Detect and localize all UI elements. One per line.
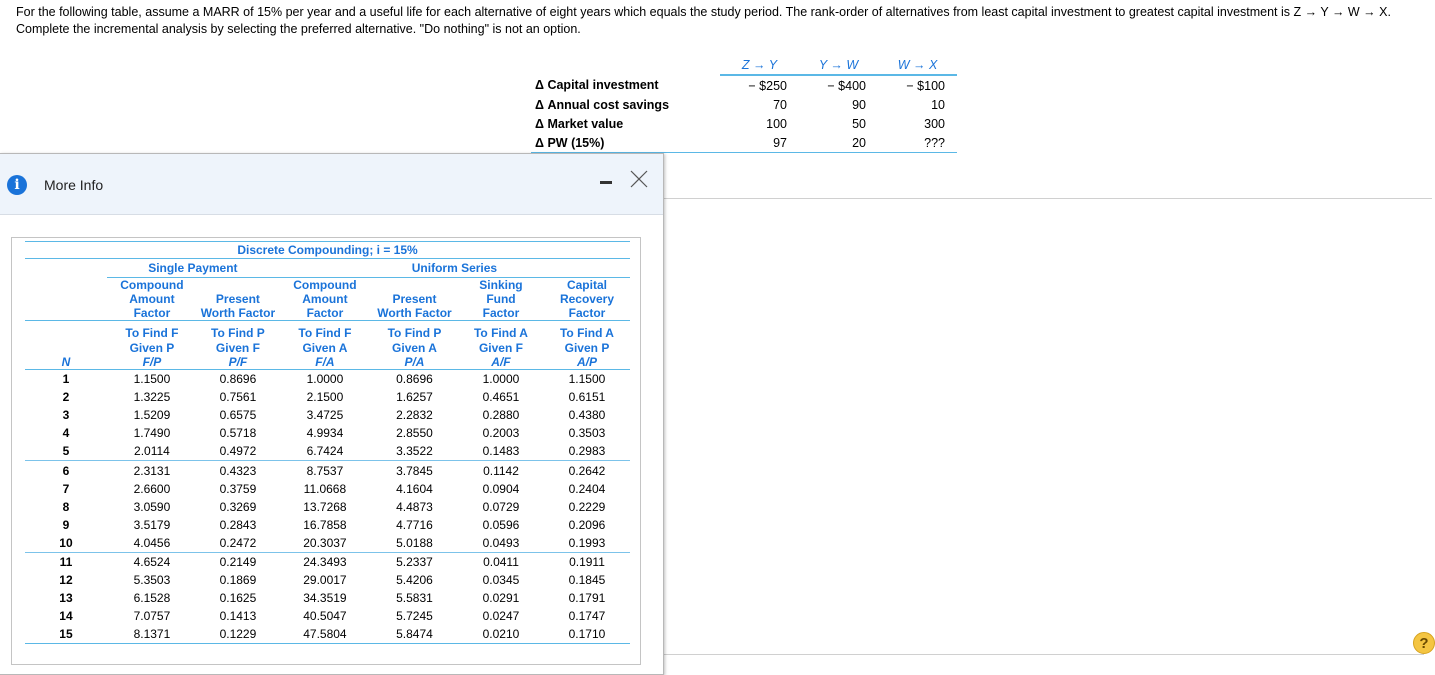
- factor-value: 40.5047: [303, 609, 347, 624]
- col-n-header: N: [25, 355, 107, 370]
- factor-value: 20.3037: [303, 535, 347, 550]
- factor-value: 8.1371: [107, 625, 197, 644]
- row-n: 8: [62, 499, 70, 514]
- factor-value: 0.2003: [482, 426, 520, 441]
- factor-value: 0.4323: [197, 461, 279, 480]
- row-n: 15: [25, 625, 107, 644]
- row-n: 7: [62, 481, 70, 496]
- factor-value: 0.0345: [482, 573, 520, 588]
- table-row: [25, 370, 630, 389]
- factor-value: 3.5179: [133, 517, 171, 532]
- factor-value: 3.3522: [396, 444, 433, 459]
- factor-value: 7.0757: [133, 609, 171, 624]
- table-row: [25, 625, 630, 644]
- factor-value: 2.0114: [134, 444, 170, 459]
- factor-value: 0.1142: [458, 461, 544, 480]
- factor-value: 0.2642: [544, 461, 630, 480]
- factor-value: 5.3503: [133, 573, 171, 588]
- factor-value: 5.0188: [396, 535, 433, 550]
- factor-value: 0.4972: [219, 444, 257, 459]
- factor-value: 34.3519: [303, 591, 347, 606]
- factor-value: 0.0411: [458, 552, 544, 571]
- factor-value: 2.8550: [396, 426, 433, 441]
- factor-value: 1.1500: [568, 372, 606, 387]
- factor-value: 47.5804: [279, 625, 371, 644]
- factor-value: 13.7268: [303, 499, 347, 514]
- factor-value: 0.1413: [219, 609, 257, 624]
- factor-value: 0.2880: [482, 408, 520, 423]
- factor-value: 0.2229: [568, 499, 606, 514]
- factor-value: 0.0291: [482, 591, 520, 606]
- factor-value: 0.0596: [482, 517, 520, 532]
- factor-value: 0.1911: [544, 552, 630, 571]
- factor-value: 0.0210: [458, 625, 544, 644]
- factor-value: 11.0668: [303, 481, 347, 496]
- minimize-button[interactable]: [600, 181, 612, 184]
- factor-value: 0.2404: [568, 481, 606, 496]
- dialog-title: More Info: [44, 177, 104, 193]
- factor-value: 1.6257: [396, 390, 433, 405]
- row-n: 13: [59, 591, 73, 606]
- factor-value: 2.6600: [133, 481, 171, 496]
- row-n: 6: [25, 461, 107, 480]
- factor-value: 0.0493: [482, 535, 520, 550]
- dialog-header: [0, 154, 663, 215]
- table-row: [25, 480, 630, 498]
- factor-value: 1.5209: [133, 408, 171, 423]
- factor-value: 0.7561: [219, 390, 257, 405]
- factor-rows: [25, 370, 630, 644]
- close-button[interactable]: [628, 168, 650, 190]
- factor-value: 0.0904: [482, 481, 520, 496]
- table-row: [25, 516, 630, 534]
- table-row: [25, 498, 630, 516]
- factor-value: 24.3493: [279, 552, 371, 571]
- inc-row-savings: Δ Annual cost savings 70 90 10: [535, 97, 945, 112]
- table-row: [25, 406, 630, 424]
- factor-value: 5.5831: [396, 591, 433, 606]
- factor-value: 4.0456: [133, 535, 171, 550]
- inc-row-capital: Δ Capital investment − $250 − $400 − $100: [535, 78, 945, 93]
- row-n: 11: [25, 552, 107, 571]
- table-row: [25, 461, 630, 480]
- inc-row-pw: Δ PW (15%) 97 20 ???: [531, 133, 957, 153]
- row-n: 12: [59, 573, 73, 588]
- factor-value: 4.7716: [396, 517, 433, 532]
- factor-value: 0.1710: [544, 625, 630, 644]
- table-row: [25, 552, 630, 571]
- row-n: 1: [62, 372, 70, 387]
- factor-value: 0.4651: [482, 390, 520, 405]
- factor-value: 3.4725: [306, 408, 344, 423]
- factor-value: 1.0000: [306, 372, 344, 387]
- factor-value: 6.7424: [306, 444, 344, 459]
- factor-value: 0.1791: [568, 591, 606, 606]
- table-row: [25, 388, 630, 406]
- table-row: [25, 607, 630, 625]
- factor-value: 1.0000: [482, 372, 520, 387]
- divider: [664, 198, 1432, 199]
- factor-value: 2.1500: [306, 390, 344, 405]
- factor-value: 0.2096: [568, 517, 606, 532]
- table-row: [25, 424, 630, 442]
- row-n: 3: [62, 408, 70, 423]
- factor-value: 8.7537: [279, 461, 371, 480]
- group-uniform-series: Uniform Series: [279, 259, 630, 278]
- factor-value: 5.2337: [371, 552, 458, 571]
- help-button[interactable]: ?: [1413, 632, 1435, 654]
- inc-header-zy: Z → Y: [720, 55, 799, 75]
- factor-value: 0.0729: [482, 499, 520, 514]
- factor-value: 2.2832: [396, 408, 433, 423]
- factor-value: 0.0247: [482, 609, 520, 624]
- factor-value: 4.9934: [306, 426, 344, 441]
- factor-value: 0.8696: [219, 372, 257, 387]
- factor-value: 1.3225: [133, 390, 171, 405]
- problem-statement: For the following table, assume a MARR of 15% per year and a useful life for each alternative of eight years which equals the study period. The rank-order of alternatives from least capital investment to greatest capital investment is Z → Y → W → X. Complete the incremental analysis by selecting the preferred alternative. "Do nothing" is not an option.: [16, 5, 1391, 36]
- inc-header-yw: Y → W: [799, 55, 878, 75]
- factor-value: 0.1625: [219, 591, 257, 606]
- factor-value: 1.7490: [133, 426, 171, 441]
- inc-row-market: Δ Market value 100 50 300: [535, 116, 945, 131]
- more-info-dialog: [0, 153, 664, 675]
- factor-value: 0.1869: [219, 573, 257, 588]
- factor-value: 0.4380: [568, 408, 606, 423]
- factor-value: 6.1528: [133, 591, 171, 606]
- factor-value: 5.4206: [396, 573, 433, 588]
- factor-value: 3.7845: [371, 461, 458, 480]
- factor-value: 5.8474: [371, 625, 458, 644]
- row-n: 2: [62, 390, 70, 405]
- factor-value: 0.2149: [197, 552, 279, 571]
- compound-interest-factor-table: Discrete Compounding; i = 15% Single Payment Uniform Series Compound Compound Sinking Capital Amount Present Amount Present Fund Recovery Factor Worth Factor Factor Worth Factor Factor Factor To Find F To Find P To Find F To Find P To Find A To Find A Given P Given F Given A Given A Given F Given P N F/P P/F F/A P/A A/F A/P 1 1.1500 0.8696 1.0000 0.8696 1.0000 1.1500 2 1.3225 0.7561 2.1500 1.6257 0.4651 0.6151 3 1.5209 0.6575 3.4725 2.2832 0.2880 0.4380 4 1.7490 0.5718 4.9934 2.8550 0.2003 0.3503 5 2.0114 0.4972 6.7424 3.3522 0.1483 0.2983 6 2.3131 0.4323 8.7537 3.7845 0.1142 0.2642 7 2.6600 0.3759 11.0668 4.1604 0.0904 0.2404 8 3.0590 0.3269 13.7268 4.4873 0.0729 0.2229 9 3.5179 0.2843 16.7858 4.7716 0.0596 0.2096 10 4.0456 0.2472 20.3037 5.0188 0.0493 0.1993 11 4.6524 0.2149 24.3493 5.2337 0.0411 0.1911 12 5.3503 0.1869 29.0017 5.4206 0.0345 0.1845 13 6.1528 0.1625 34.3519 5.5831 0.0291 0.1791 14 7.0757 0.1413 40.5047 5.7245 0.0247 0.1747 15 8.1371 0.1229 47.5804 5.8474 0.0210 0.1710: [25, 241, 630, 644]
- factor-value: 0.1747: [568, 609, 606, 624]
- factor-value: 0.1993: [568, 535, 606, 550]
- factor-value: 29.0017: [303, 573, 347, 588]
- row-n: 5: [62, 444, 70, 459]
- factor-value: 3.0590: [133, 499, 171, 514]
- row-n: 10: [59, 535, 73, 550]
- close-icon: [628, 168, 650, 190]
- factor-value: 4.6524: [107, 552, 197, 571]
- factor-value: 2.3131: [107, 461, 197, 480]
- info-icon: i: [7, 175, 27, 195]
- factor-value: 0.1229: [197, 625, 279, 644]
- divider: [664, 654, 1424, 655]
- factor-value: 0.2983: [568, 444, 606, 459]
- factor-value: 0.2472: [219, 535, 257, 550]
- row-n: 4: [62, 426, 70, 441]
- factor-value: 0.3759: [219, 481, 257, 496]
- factor-value: 0.6575: [219, 408, 257, 423]
- table-title: Discrete Compounding; i = 15%: [25, 242, 630, 259]
- group-single-payment: Single Payment: [107, 259, 279, 278]
- factor-value: 4.4873: [396, 499, 433, 514]
- table-row: [25, 589, 630, 607]
- factor-value: 1.1500: [133, 372, 171, 387]
- factor-value: 0.2843: [219, 517, 257, 532]
- factor-value: 0.3503: [568, 426, 606, 441]
- factor-value: 0.8696: [396, 372, 433, 387]
- factor-value: 5.7245: [396, 609, 433, 624]
- factor-value: 0.1845: [568, 573, 606, 588]
- inc-header-wx: W → X: [878, 55, 957, 75]
- table-row: [25, 442, 630, 461]
- factor-value: 16.7858: [303, 517, 347, 532]
- factor-value: 4.1604: [396, 481, 433, 496]
- row-n: 9: [62, 517, 70, 532]
- factor-value: 0.1483: [482, 444, 520, 459]
- factor-value: 0.3269: [219, 499, 257, 514]
- table-row: [25, 571, 630, 589]
- factor-table-frame: [11, 237, 641, 665]
- factor-value: 0.6151: [568, 390, 606, 405]
- incremental-analysis-table: [531, 55, 957, 153]
- row-n: 14: [59, 609, 73, 624]
- table-row: [25, 534, 630, 553]
- factor-value: 0.5718: [219, 426, 257, 441]
